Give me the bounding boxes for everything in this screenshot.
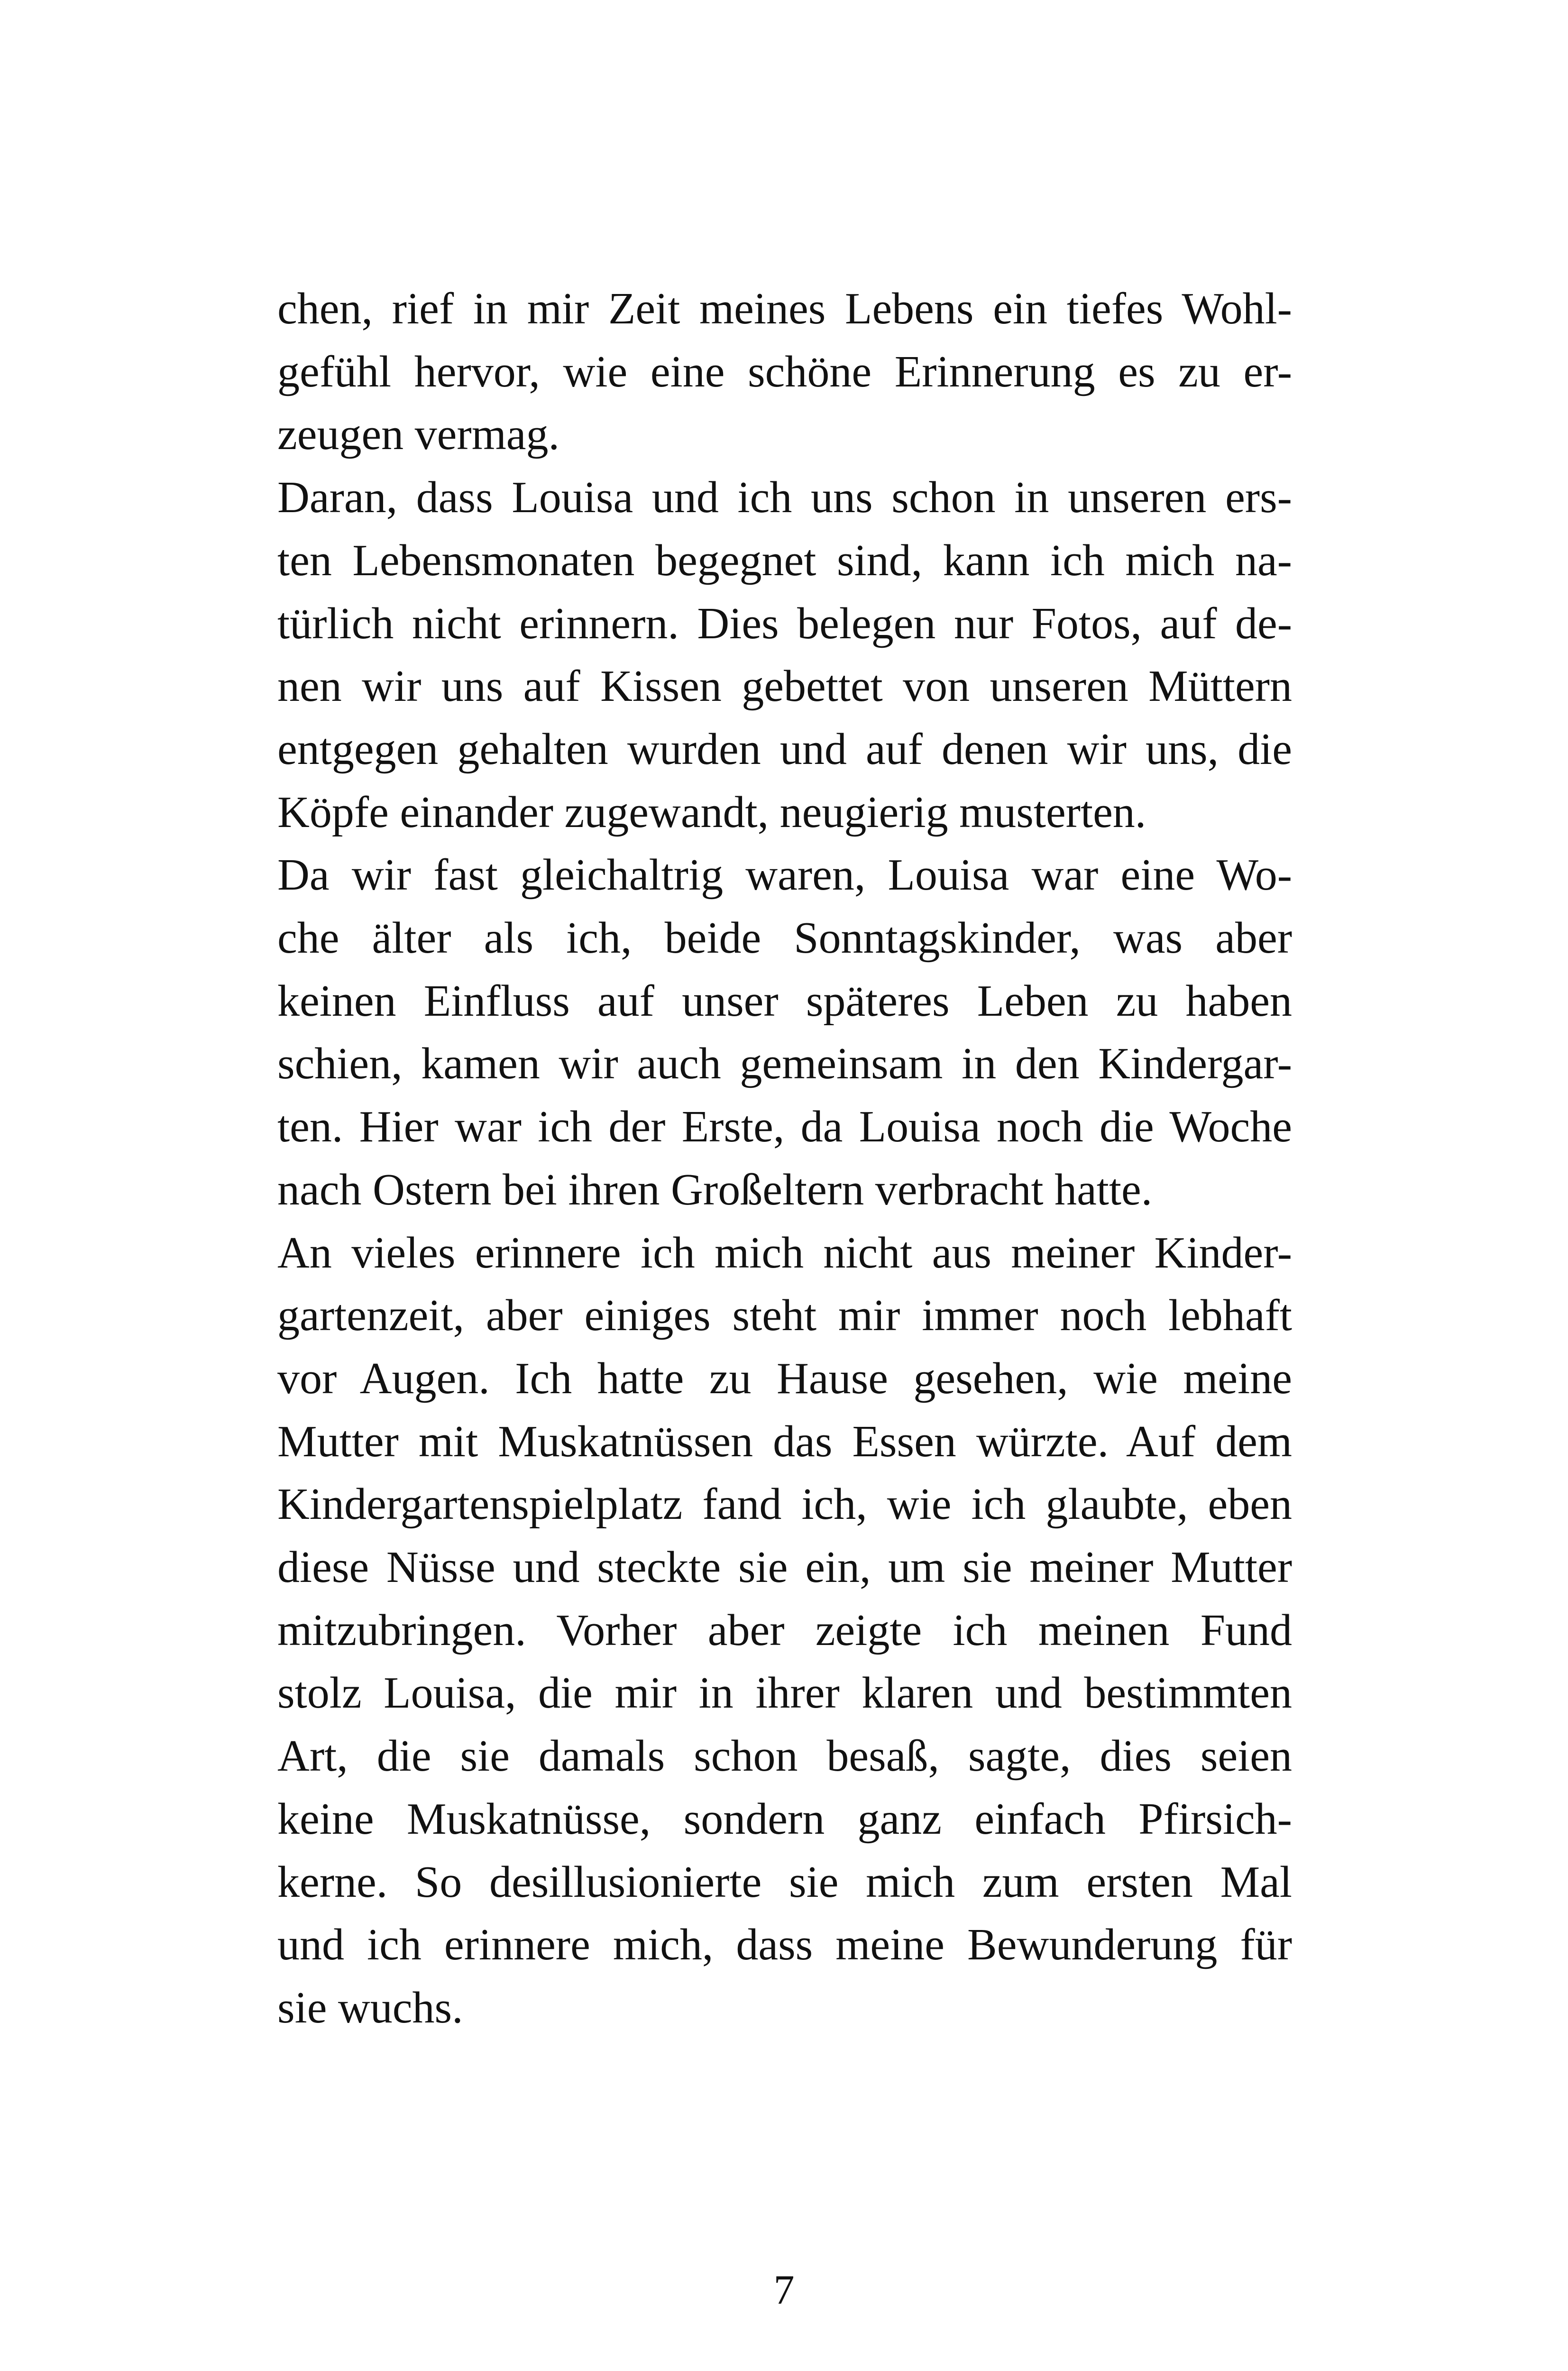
text-line: entgegen gehalten wurden und auf denen wir uns, die (277, 724, 1292, 774)
text-line: chen, rief in mir Zeit meines Lebens ein tiefes Wohl- (277, 284, 1292, 333)
text-line: vor Augen. Ich hatte zu Hause gesehen, wie meine (277, 1353, 1292, 1403)
text-line: Art, die sie damals schon besaß, sagte, dies seien (277, 1731, 1292, 1781)
text-line: stolz Louisa, die mir in ihrer klaren und bestimmten (277, 1668, 1292, 1718)
text-line: che älter als ich, beide Sonntagskinder, was aber (277, 913, 1292, 963)
paragraph-4 (277, 1222, 1292, 2040)
text-line: diese Nüsse und steckte sie ein, um sie meiner Mutter (277, 1543, 1292, 1592)
text-line: sie wuchs. (277, 1983, 463, 2032)
text-line: Köpfe einander zugewandt, neugierig musterten. (277, 787, 1146, 837)
text-line: kerne. So desillusionierte sie mich zum ersten Mal (277, 1857, 1292, 1907)
text-line: An vieles erinnere ich mich nicht aus meiner Kinder- (277, 1228, 1292, 1277)
text-line: keinen Einfluss auf unser späteres Leben zu haben (277, 976, 1292, 1026)
text-line: nach Ostern bei ihren Großeltern verbracht hatte. (277, 1165, 1153, 1214)
text-line: und ich erinnere mich, dass meine Bewunderung für (277, 1920, 1292, 1970)
text-line: gefühl hervor, wie eine schöne Erinnerung es zu er- (277, 347, 1292, 396)
text-line: gartenzeit, aber einiges steht mir immer noch lebhaft (277, 1291, 1292, 1341)
paragraph-3 (277, 844, 1292, 1221)
paragraph-2 (277, 466, 1292, 844)
text-line: türlich nicht erinnern. Dies belegen nur Fotos, auf de- (277, 598, 1292, 648)
text-line: mitzubringen. Vorher aber zeigte ich meinen Fund (277, 1605, 1292, 1655)
text-line: keine Muskatnüsse, sondern ganz einfach Pfirsich- (277, 1794, 1292, 1844)
text-line: zeugen vermag. (277, 410, 560, 459)
text-line: Daran, dass Louisa und ich uns schon in unseren ers- (277, 473, 1292, 523)
text-line: Da wir fast gleichaltrig waren, Louisa war eine Wo- (277, 850, 1292, 900)
text-line: ten Lebensmonaten begegnet sind, kann ich mich na- (277, 535, 1292, 585)
text-line: Kindergartenspielplatz fand ich, wie ich glaubte, eben (277, 1480, 1292, 1529)
text-line: Mutter mit Muskatnüssen das Essen würzte. Auf dem (277, 1416, 1292, 1466)
text-line: ten. Hier war ich der Erste, da Louisa noch die Woche (277, 1102, 1292, 1152)
page-number: 7 (773, 2267, 795, 2313)
text-line: schien, kamen wir auch gemeinsam in den Kindergar- (277, 1039, 1292, 1089)
paragraph-1 (277, 277, 1292, 466)
text-line: nen wir uns auf Kissen gebettet von unseren Müttern (277, 662, 1292, 711)
body-text (277, 277, 1292, 2040)
